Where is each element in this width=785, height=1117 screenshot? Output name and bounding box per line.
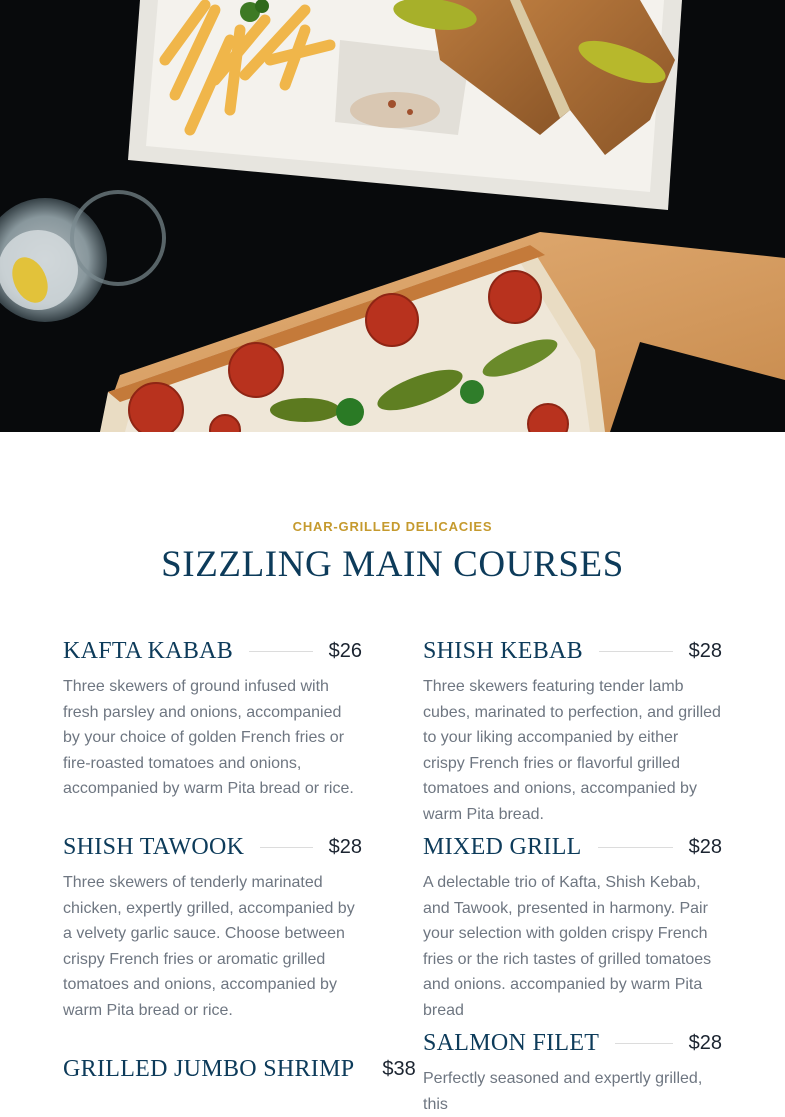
menu-item-price: $26 — [328, 639, 362, 662]
menu-item-name: SHISH TAWOOK — [63, 833, 245, 860]
menu-item-kafta-kabab — [63, 636, 362, 802]
hero-image — [0, 0, 785, 432]
menu-item-price: $28 — [328, 835, 362, 858]
menu-item-salmon-filet — [423, 1028, 722, 1117]
menu-item-description: Three skewers of ground infused with fresh parsley and onions, accompanied by your choice of golden French fries or fire-roasted tomatoes and onions, accompanied by warm Pita bread or rice. — [63, 678, 354, 797]
menu-item-name: KAFTA KABAB — [63, 637, 234, 664]
menu-item-shish-tawook — [63, 832, 362, 1023]
menu-item-description: A delectable trio of Kafta, Shish Kebab, and Tawook, presented in harmony. Pair your selection with golden crispy French fries or the rich tastes of grilled tomatoes and onions. accompanied by warm Pita bread — [423, 874, 712, 1019]
menu-item-mixed-grill — [423, 832, 722, 1023]
hero-food-photo — [0, 0, 785, 432]
menu-item-price: $38 — [382, 1057, 416, 1080]
menu-item-price: $28 — [688, 835, 722, 858]
menu-item-grilled-jumbo-shrimp — [63, 1054, 416, 1084]
menu-item-price: $28 — [688, 639, 722, 662]
section-title: SIZZLING MAIN COURSES — [161, 544, 624, 585]
menu-item-shish-kebab — [423, 636, 722, 827]
menu-item-name: GRILLED JUMBO SHRIMP — [63, 1055, 355, 1082]
section-eyebrow: CHAR-GRILLED DELICACIES — [292, 519, 493, 534]
menu-item-description: Three skewers of tenderly marinated chicken, expertly grilled, accompanied by a velvety garlic sauce. Choose between crispy French fries or aromatic grilled tomatoes and onions, accompanied by warm Pita bread or rice. — [63, 874, 355, 1019]
menu-item-description: Three skewers featuring tender lamb cubes, marinated to perfection, and grilled to your liking accompanied by either crispy French fries or flavorful grilled tomatoes and onions, accompanied by warm Pita bread. — [423, 678, 721, 823]
menu-item-name: SALMON FILET — [423, 1029, 600, 1056]
menu-item-price: $28 — [688, 1031, 722, 1054]
divider-line — [249, 651, 313, 652]
divider-line — [599, 651, 673, 652]
menu-item-description: Perfectly seasoned and expertly grilled, this — [423, 1070, 703, 1113]
divider-line — [260, 847, 312, 848]
menu-item-name: SHISH KEBAB — [423, 637, 583, 664]
divider-line — [615, 1043, 672, 1044]
divider-line — [598, 847, 673, 848]
menu-item-name: MIXED GRILL — [423, 833, 582, 860]
